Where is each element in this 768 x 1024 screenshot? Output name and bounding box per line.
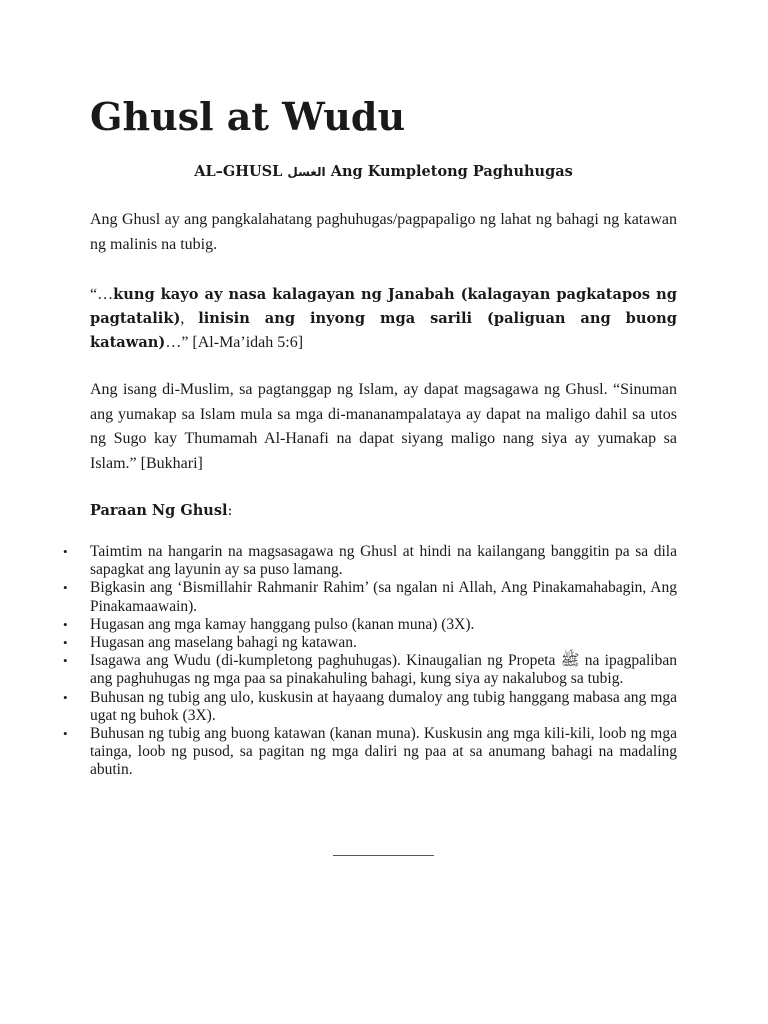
footnote-divider [333,855,434,856]
bullet-icon: • [63,635,68,651]
bullet-icon: • [63,726,68,742]
subtitle-arabic: الغسل [287,165,326,179]
subtitle-latin: AL–GHUSL [194,163,283,180]
list-item [63,543,677,579]
section-heading [90,501,232,521]
list-item [63,615,677,634]
step-text: Hugasan ang maselang bahagi ng katawan. [90,634,357,652]
bullet-icon: • [63,616,68,632]
bullet-icon: • [63,653,68,669]
subtitle-rest: Ang Kumpletong Paghuhugas [330,163,573,180]
steps-list [63,543,677,780]
quote-bold-first: kung kayo ay nasa kalagayan ng Janabah (kalagayan pagkatapos ng pagtatalik) [90,286,677,327]
bullet-icon: • [63,689,68,705]
step-text: Isagawa ang Wudu (di-kumpletong paghuhugas). Kinaugalian ng Propeta ﷺ na ipagpaliban ang paghuhugas ng mga paa sa pinakahuling bahagi, kung siya ay nakalubog sa tubig. [90,652,677,688]
step-text: Buhusan ng tubig ang ulo, kuskusin at hayaang dumaloy ang tubig hanggang mabasa ang mga ugat ng buhok (3X). [90,688,677,724]
intro-paragraph: Ang Ghusl ay ang pangkalahatang paghuhugas/pagpapaligo ng lahat ng bahagi ng katawan ng malinis na tubig. [90,211,677,253]
list-item [63,579,677,615]
step-text: Hugasan ang mga kamay hanggang pulso (kanan muna) (3X). [90,615,475,633]
quote-paragraph [90,283,677,355]
section-heading-colon: : [227,503,233,519]
list-item [63,688,677,725]
document-title: Ghusl at Wudu [90,94,406,139]
bullet-icon: • [63,580,68,596]
step-text: Taimtim na hangarin na magsasagawa ng Ghusl at hindi na kailangang banggitin pa sa dila sapagkat ang layunin ay sa puso lamang. [90,543,677,579]
bullet-icon: • [63,544,68,559]
list-item [63,634,677,652]
muslim-paragraph: Ang isang di-Muslim, sa pagtanggap ng Islam, ay dapat magsagawa ng Ghusl. “Sinuman ang yumakap sa Islam mula sa mga di-mananampalataya ay dapat na maligo dahil sa utos ng Sugo kay Thumamah Al-Hanafi na dapat siyang maligo nang siya ay yumakap sa Islam.” [Bukhari] [90,381,677,472]
step-text: Bigkasin ang ‘Bismillahir Rahmanir Rahim’ (sa ngalan ni Allah, Ang Pinakamahabagin, Ang Pinakamaawain). [90,579,677,615]
document-subtitle [90,162,677,182]
quote-open: “… [90,286,114,303]
list-item [63,725,677,780]
quote-close: …” [Al-Ma’idah 5:6] [165,334,304,351]
quote-comma: , [180,310,199,327]
step-text: Buhusan ng tubig ang buong katawan (kanan muna). Kuskusin ang mga kili-kili, loob ng mga tainga, loob ng pusod, sa pagitan ng mga daliri ng paa at sa anumang bahagi na madaling abutin. [90,725,677,779]
section-heading-text: Paraan Ng Ghusl [90,502,228,519]
quote-bold-second: linisin ang inyong mga sarili (paliguan ang buong katawan) [90,310,677,351]
list-item [63,652,677,688]
